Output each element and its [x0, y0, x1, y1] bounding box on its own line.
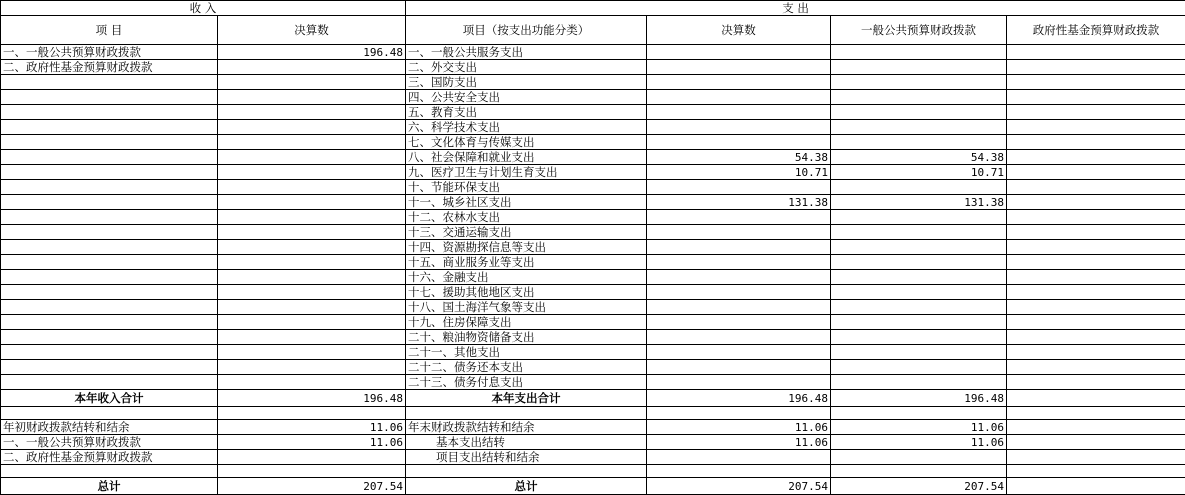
- item-row: [1, 375, 1185, 390]
- expense-title: 支 出: [406, 1, 1185, 16]
- income-amount: [218, 60, 406, 75]
- fund-budget-amount: [1007, 60, 1185, 75]
- income-amount: 207.54: [218, 478, 406, 495]
- expense-amount: 10.71: [647, 165, 831, 180]
- income-amount: [218, 135, 406, 150]
- income-amount: [218, 360, 406, 375]
- general-budget-amount: 11.06: [831, 435, 1007, 450]
- income-item: 总计: [1, 478, 218, 495]
- fund-budget-amount: [1007, 195, 1185, 210]
- empty-cell: [647, 465, 831, 478]
- income-item: [1, 330, 218, 345]
- item-row: [1, 330, 1185, 345]
- expense-amount: [647, 450, 831, 465]
- expense-item: 四、公共安全支出: [406, 90, 647, 105]
- general-budget-amount: [831, 90, 1007, 105]
- income-amount: [218, 315, 406, 330]
- fund-budget-amount: [1007, 105, 1185, 120]
- general-budget-amount: [831, 285, 1007, 300]
- expense-amount: 11.06: [647, 435, 831, 450]
- item-row: [1, 180, 1185, 195]
- general-budget-amount: 207.54: [831, 478, 1007, 495]
- fund-budget-amount: [1007, 478, 1185, 495]
- expense-item: 项目支出结转和结余: [406, 450, 647, 465]
- general-budget-amount: [831, 300, 1007, 315]
- general-budget-amount: [831, 450, 1007, 465]
- expense-item: 总计: [406, 478, 647, 495]
- col-func-item-header: 项目（按支出功能分类）: [406, 16, 647, 45]
- expense-item: 年末财政拨款结转和结余: [406, 420, 647, 435]
- income-amount: [218, 165, 406, 180]
- income-item: [1, 240, 218, 255]
- income-item: 本年收入合计: [1, 390, 218, 407]
- income-item: [1, 300, 218, 315]
- expense-item: 八、社会保障和就业支出: [406, 150, 647, 165]
- expense-item: 十二、农林水支出: [406, 210, 647, 225]
- general-budget-amount: [831, 180, 1007, 195]
- expense-item: 二十二、债务还本支出: [406, 360, 647, 375]
- expense-amount: [647, 60, 831, 75]
- income-amount: [218, 120, 406, 135]
- expense-item: 十八、国土海洋气象等支出: [406, 300, 647, 315]
- expense-item: 六、科学技术支出: [406, 120, 647, 135]
- item-row: [1, 195, 1185, 210]
- expense-amount: [647, 345, 831, 360]
- fund-budget-amount: [1007, 45, 1185, 60]
- empty-cell: [1, 465, 218, 478]
- expense-amount: [647, 105, 831, 120]
- expense-item: 十三、交通运输支出: [406, 225, 647, 240]
- general-budget-amount: [831, 75, 1007, 90]
- income-amount: 196.48: [218, 390, 406, 407]
- item-row: [1, 360, 1185, 375]
- expense-item: 本年支出合计: [406, 390, 647, 407]
- empty-cell: [1007, 407, 1185, 420]
- expense-item: 五、教育支出: [406, 105, 647, 120]
- item-row: [1, 240, 1185, 255]
- income-item: 二、政府性基金预算财政拨款: [1, 450, 218, 465]
- fund-budget-amount: [1007, 435, 1185, 450]
- income-amount: [218, 225, 406, 240]
- income-item: [1, 225, 218, 240]
- general-budget-amount: [831, 135, 1007, 150]
- year-total-row: [1, 390, 1185, 407]
- item-row: [1, 210, 1185, 225]
- general-budget-amount: [831, 60, 1007, 75]
- item-row: [1, 165, 1185, 180]
- fund-budget-amount: [1007, 360, 1185, 375]
- general-budget-amount: [831, 330, 1007, 345]
- empty-cell: [406, 465, 647, 478]
- income-item: [1, 105, 218, 120]
- item-row: [1, 105, 1185, 120]
- expense-amount: [647, 180, 831, 195]
- expense-amount: [647, 45, 831, 60]
- expense-amount: [647, 330, 831, 345]
- fund-budget-amount: [1007, 315, 1185, 330]
- expense-amount: [647, 210, 831, 225]
- fund-budget-amount: [1007, 165, 1185, 180]
- carry-row: [1, 450, 1185, 465]
- income-amount: [218, 255, 406, 270]
- empty-cell: [647, 407, 831, 420]
- item-row: [1, 90, 1185, 105]
- expense-item: 十七、援助其他地区支出: [406, 285, 647, 300]
- general-budget-amount: [831, 45, 1007, 60]
- income-item: [1, 180, 218, 195]
- item-row: [1, 150, 1185, 165]
- income-item: [1, 360, 218, 375]
- fund-budget-amount: [1007, 375, 1185, 390]
- fund-budget-amount: [1007, 270, 1185, 285]
- empty-cell: [218, 465, 406, 478]
- spacer-row: [1, 465, 1185, 478]
- expense-item: 二、外交支出: [406, 60, 647, 75]
- item-row: [1, 255, 1185, 270]
- expense-item: 十五、商业服务业等支出: [406, 255, 647, 270]
- empty-cell: [406, 407, 647, 420]
- income-amount: [218, 90, 406, 105]
- general-budget-amount: [831, 225, 1007, 240]
- item-row: [1, 60, 1185, 75]
- item-row: [1, 315, 1185, 330]
- fund-budget-amount: [1007, 345, 1185, 360]
- fund-budget-amount: [1007, 255, 1185, 270]
- income-amount: 11.06: [218, 420, 406, 435]
- expense-amount: [647, 270, 831, 285]
- fund-budget-amount: [1007, 240, 1185, 255]
- fund-budget-amount: [1007, 150, 1185, 165]
- income-item: [1, 135, 218, 150]
- fund-budget-amount: [1007, 135, 1185, 150]
- income-item: [1, 165, 218, 180]
- income-title: 收 入: [1, 1, 406, 16]
- carry-row: [1, 420, 1185, 435]
- income-item: [1, 195, 218, 210]
- expense-amount: [647, 225, 831, 240]
- expense-amount: [647, 255, 831, 270]
- item-row: [1, 300, 1185, 315]
- expense-amount: [647, 375, 831, 390]
- item-row: [1, 285, 1185, 300]
- col-fund-header: 政府性基金预算财政拨款: [1007, 16, 1185, 45]
- fund-budget-amount: [1007, 300, 1185, 315]
- income-item: [1, 150, 218, 165]
- income-amount: [218, 450, 406, 465]
- income-item: [1, 210, 218, 225]
- general-budget-amount: [831, 255, 1007, 270]
- income-item: [1, 375, 218, 390]
- general-budget-amount: [831, 210, 1007, 225]
- item-row: [1, 120, 1185, 135]
- carry-row: [1, 435, 1185, 450]
- col-amount-header: 决算数: [218, 16, 406, 45]
- general-budget-amount: 131.38: [831, 195, 1007, 210]
- expense-item: 七、文化体育与传媒支出: [406, 135, 647, 150]
- empty-cell: [1007, 465, 1185, 478]
- fund-budget-amount: [1007, 225, 1185, 240]
- expense-amount: [647, 135, 831, 150]
- expense-amount: 207.54: [647, 478, 831, 495]
- expense-item: 十九、住房保障支出: [406, 315, 647, 330]
- general-budget-amount: [831, 345, 1007, 360]
- fund-budget-amount: [1007, 330, 1185, 345]
- expense-item: 二十、粮油物资储备支出: [406, 330, 647, 345]
- income-amount: [218, 240, 406, 255]
- expense-item: 一、一般公共服务支出: [406, 45, 647, 60]
- expense-amount: [647, 90, 831, 105]
- expense-item: 九、医疗卫生与计划生育支出: [406, 165, 647, 180]
- fund-budget-amount: [1007, 420, 1185, 435]
- income-amount: [218, 375, 406, 390]
- item-row: [1, 270, 1185, 285]
- income-item: [1, 120, 218, 135]
- income-item: [1, 345, 218, 360]
- item-row: [1, 45, 1185, 60]
- expense-item: 十六、金融支出: [406, 270, 647, 285]
- income-item: [1, 285, 218, 300]
- fund-budget-amount: [1007, 285, 1185, 300]
- income-item: 二、政府性基金预算财政拨款: [1, 60, 218, 75]
- income-amount: [218, 300, 406, 315]
- fund-budget-amount: [1007, 180, 1185, 195]
- fund-budget-amount: [1007, 450, 1185, 465]
- item-row: [1, 135, 1185, 150]
- income-amount: [218, 330, 406, 345]
- expense-amount: 11.06: [647, 420, 831, 435]
- expense-amount: 196.48: [647, 390, 831, 407]
- general-budget-amount: [831, 315, 1007, 330]
- expense-amount: 131.38: [647, 195, 831, 210]
- fund-budget-amount: [1007, 390, 1185, 407]
- expense-amount: [647, 240, 831, 255]
- fund-budget-amount: [1007, 120, 1185, 135]
- income-amount: [218, 75, 406, 90]
- income-amount: [218, 270, 406, 285]
- income-item: 一、一般公共预算财政拨款: [1, 45, 218, 60]
- expense-item: 三、国防支出: [406, 75, 647, 90]
- empty-cell: [1, 407, 218, 420]
- expense-item: 二十一、其他支出: [406, 345, 647, 360]
- expense-amount: [647, 300, 831, 315]
- income-amount: [218, 285, 406, 300]
- general-budget-amount: [831, 105, 1007, 120]
- income-amount: [218, 150, 406, 165]
- general-budget-amount: [831, 360, 1007, 375]
- spacer-row: [1, 407, 1185, 420]
- fund-budget-amount: [1007, 75, 1185, 90]
- income-amount: [218, 345, 406, 360]
- empty-cell: [831, 465, 1007, 478]
- general-budget-amount: 11.06: [831, 420, 1007, 435]
- fund-budget-amount: [1007, 210, 1185, 225]
- expense-amount: [647, 315, 831, 330]
- general-budget-amount: 54.38: [831, 150, 1007, 165]
- col-item-header: 项 目: [1, 16, 218, 45]
- expense-amount: [647, 120, 831, 135]
- income-item: [1, 90, 218, 105]
- income-amount: [218, 105, 406, 120]
- expense-amount: 54.38: [647, 150, 831, 165]
- item-row: [1, 345, 1185, 360]
- general-budget-amount: 196.48: [831, 390, 1007, 407]
- empty-cell: [218, 407, 406, 420]
- expense-amount: [647, 75, 831, 90]
- expense-item: 十四、资源勘探信息等支出: [406, 240, 647, 255]
- income-item: 一、一般公共预算财政拨款: [1, 435, 218, 450]
- col-general-header: 一般公共预算财政拨款: [831, 16, 1007, 45]
- expense-item: 十、节能环保支出: [406, 180, 647, 195]
- expense-amount: [647, 360, 831, 375]
- income-item: [1, 270, 218, 285]
- income-amount: [218, 180, 406, 195]
- income-amount: [218, 210, 406, 225]
- empty-cell: [831, 407, 1007, 420]
- col-exp-amount-header: 决算数: [647, 16, 831, 45]
- general-budget-amount: [831, 120, 1007, 135]
- general-budget-amount: [831, 240, 1007, 255]
- income-item: [1, 255, 218, 270]
- grand-total-row: [1, 478, 1185, 495]
- expense-item: 二十三、债务付息支出: [406, 375, 647, 390]
- income-item: [1, 75, 218, 90]
- income-amount: [218, 195, 406, 210]
- general-budget-amount: 10.71: [831, 165, 1007, 180]
- expense-item: 十一、城乡社区支出: [406, 195, 647, 210]
- income-item: [1, 315, 218, 330]
- income-amount: 196.48: [218, 45, 406, 60]
- income-amount: 11.06: [218, 435, 406, 450]
- fund-budget-amount: [1007, 90, 1185, 105]
- income-item: 年初财政拨款结转和结余: [1, 420, 218, 435]
- expense-amount: [647, 285, 831, 300]
- item-row: [1, 75, 1185, 90]
- item-row: [1, 225, 1185, 240]
- expense-item: 基本支出结转: [406, 435, 647, 450]
- general-budget-amount: [831, 375, 1007, 390]
- general-budget-amount: [831, 270, 1007, 285]
